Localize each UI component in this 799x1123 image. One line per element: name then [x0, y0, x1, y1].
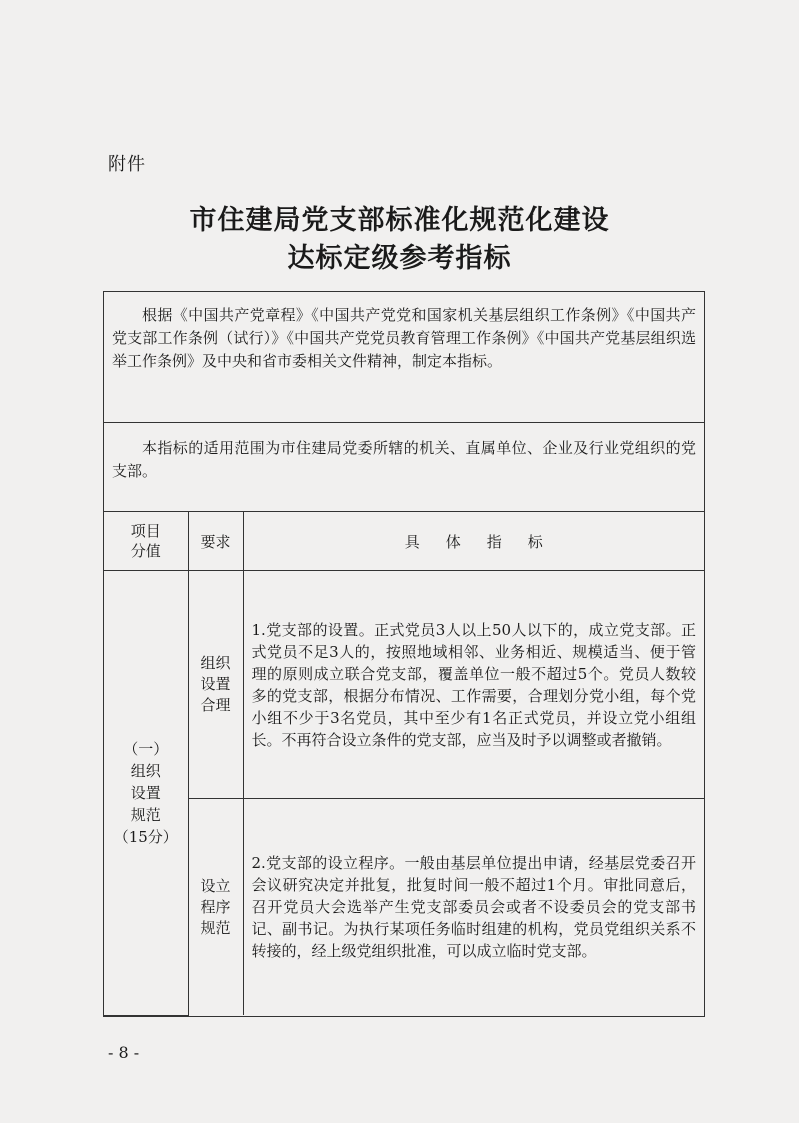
header-item-score [104, 512, 188, 571]
requirement-text: 设置 [200, 675, 231, 693]
indicator-frame [103, 291, 705, 1017]
requirement-text: 合理 [200, 696, 231, 714]
attachment-label: 附件 [108, 154, 146, 175]
category-number: （一） [123, 739, 169, 758]
table-row [104, 571, 704, 799]
category-text: 规范 [130, 805, 161, 824]
header-score-label: 分值 [130, 542, 161, 560]
requirement-text: 规范 [200, 918, 231, 937]
requirement-cell [188, 571, 243, 799]
category-text: 设置 [130, 783, 161, 802]
requirement-text: 组织 [200, 654, 231, 672]
table-row [104, 799, 704, 1016]
indicator-table [104, 512, 704, 1016]
table-header-row [104, 512, 704, 571]
page-number: - 8 - [108, 1043, 140, 1062]
header-specific-indicator: 具体指标 [243, 512, 704, 571]
header-requirement: 要求 [188, 512, 243, 571]
scope-paragraph: 本指标的适用范围为市住建局党委所辖的机关、直属单位、企业及行业党组织的党支部。 [104, 423, 704, 512]
category-cell [104, 571, 188, 1016]
requirement-text: 设立 [200, 876, 231, 895]
document-title-line2: 达标定级参考指标 [287, 243, 512, 274]
category-score: （15分） [113, 827, 178, 846]
basis-paragraph: 根据《中国共产党章程》《中国共产党党和国家机关基层组织工作条例》《中国共产党支部工作条例（试行）》《中国共产党党员教育管理工作条例》《中国共产党基层组织选举工作条例》及中央和省市委相关文件精神，制定本指标。 [104, 292, 704, 423]
indicator-text: 1.党支部的设置。正式党员3人以上50人以下的，成立党支部。正式党员不足3人的，按照地域相邻、业务相近、规模适当、便于管理的原则成立联合党支部，覆盖单位一般不超过5个。党员人数较多的党支部，根据分布情况、工作需要，合理划分党小组，每个党小组不少于3名党员，其中至少有1名正式党员，并设立党小组组长。不再符合设立条件的党支部，应当及时予以调整或者撤销。 [243, 571, 704, 799]
document-title-line1: 市住建局党支部标准化规范化建设 [189, 205, 610, 236]
requirement-text: 程序 [200, 897, 231, 916]
requirement-cell [188, 799, 243, 1016]
category-text: 组织 [130, 761, 161, 780]
header-item-label: 项目 [130, 522, 161, 540]
indicator-text: 2.党支部的设立程序。一般由基层单位提出申请，经基层党委召开会议研究决定并批复，批复时间一般不超过1个月。审批同意后，召开党员大会选举产生党支部委员会或者不设委员会的党支部书记、副书记。为执行某项任务临时组建的机构，党员党组织关系不转接的，经上级党组织批准，可以成立临时党支部。 [243, 799, 704, 1016]
